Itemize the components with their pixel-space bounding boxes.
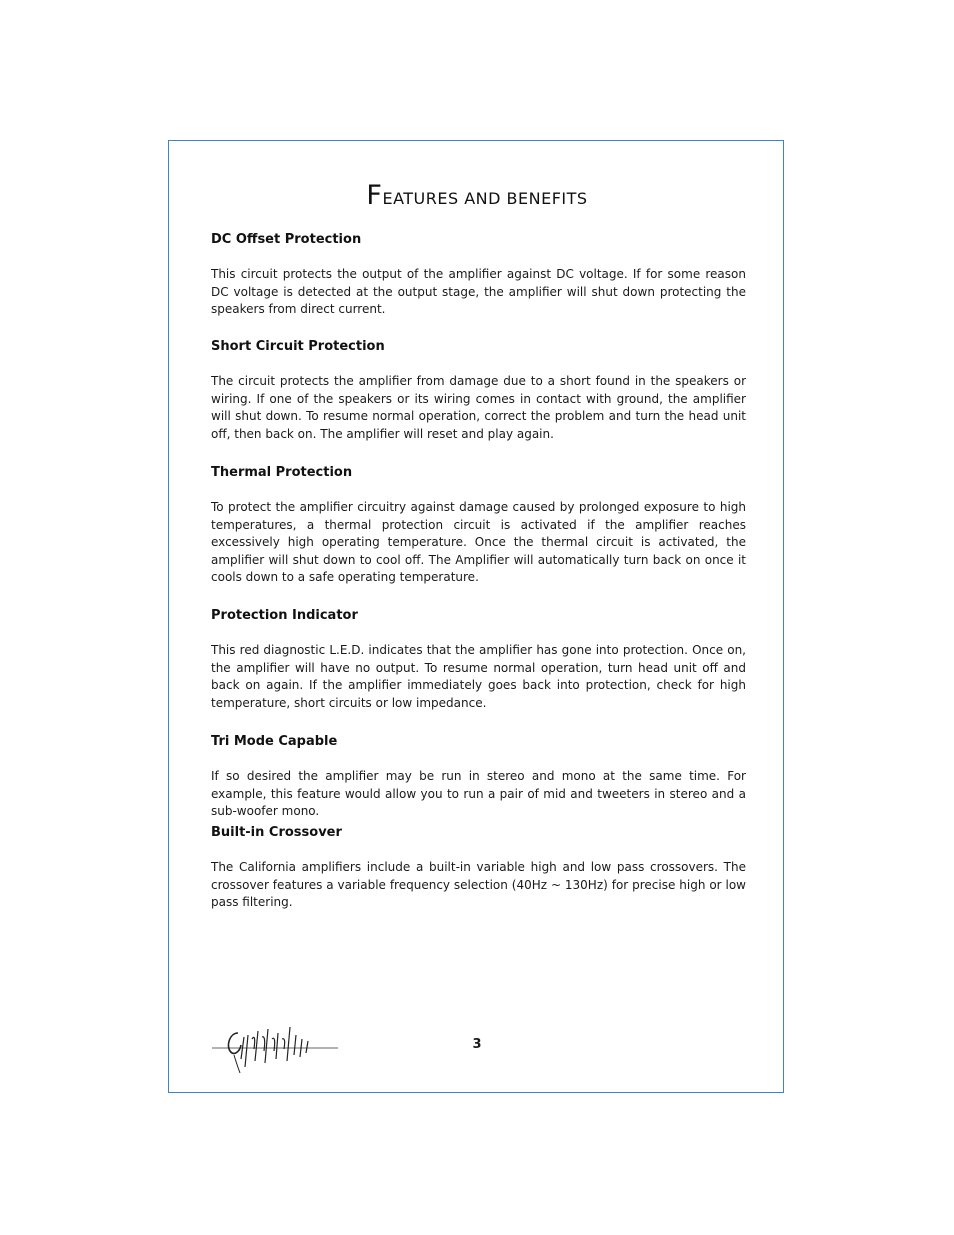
section-heading: Short Circuit Protection: [211, 339, 385, 354]
section-thermal: [211, 465, 746, 587]
section-dc-offset: [211, 232, 746, 319]
section-body: The California amplifiers include a built-in variable high and low pass crossovers. The crossover features a variable frequency selection (40Hz ~ 130Hz) for precise high or low pass filtering.: [211, 860, 746, 909]
section-heading: Tri Mode Capable: [211, 734, 338, 749]
page-title: [0, 180, 954, 211]
section-tri-mode: [211, 734, 746, 821]
section-heading: Protection Indicator: [211, 608, 358, 623]
section-heading: Built-in Crossover: [211, 825, 342, 840]
title-rest: EATURES AND BENEFITS: [382, 189, 588, 208]
california-logo: [210, 1015, 340, 1075]
section-body: This red diagnostic L.E.D. indicates that the amplifier has gone into protection. Once on, the amplifier will have no output. To resume normal operation, turn head unit off and back on again. If the amplifier immediately goes back into protection, check for high temperature, short circuits or low impedance.: [211, 643, 746, 710]
section-heading: Thermal Protection: [211, 465, 353, 480]
page-number: 3: [472, 1037, 482, 1052]
section-body: To protect the amplifier circuitry against damage caused by prolonged exposure to high temperatures, a thermal protection circuit is activated if the amplifier reaches excessively high operating temperature. Once the thermal circuit is activated, the amplifier will shut down to cool off. The Amplifier will automatically turn back on once it cools down to a safe operating temperature.: [211, 500, 746, 584]
section-heading: DC Offset Protection: [211, 232, 362, 247]
section-body: If so desired the amplifier may be run in stereo and mono at the same time. For example, this feature would allow you to run a pair of mid and tweeters in stereo and a sub-woofer mono.: [211, 769, 746, 818]
title-initial: F: [366, 180, 383, 211]
section-short-circuit: [211, 339, 746, 443]
section-protection-indicator: [211, 608, 746, 712]
section-body: This circuit protects the output of the amplifier against DC voltage. If for some reason DC voltage is detected at the output stage, the amplifier will shut down protecting the speakers from direct current.: [211, 267, 746, 316]
section-crossover: [211, 825, 746, 912]
section-body: The circuit protects the amplifier from damage due to a short found in the speakers or wiring. If one of the speakers or its wiring comes in contact with ground, the amplifier will shut down. To resume normal operation, correct the problem and turn the head unit off, then back on. The amplifier will reset and play again.: [211, 374, 746, 441]
